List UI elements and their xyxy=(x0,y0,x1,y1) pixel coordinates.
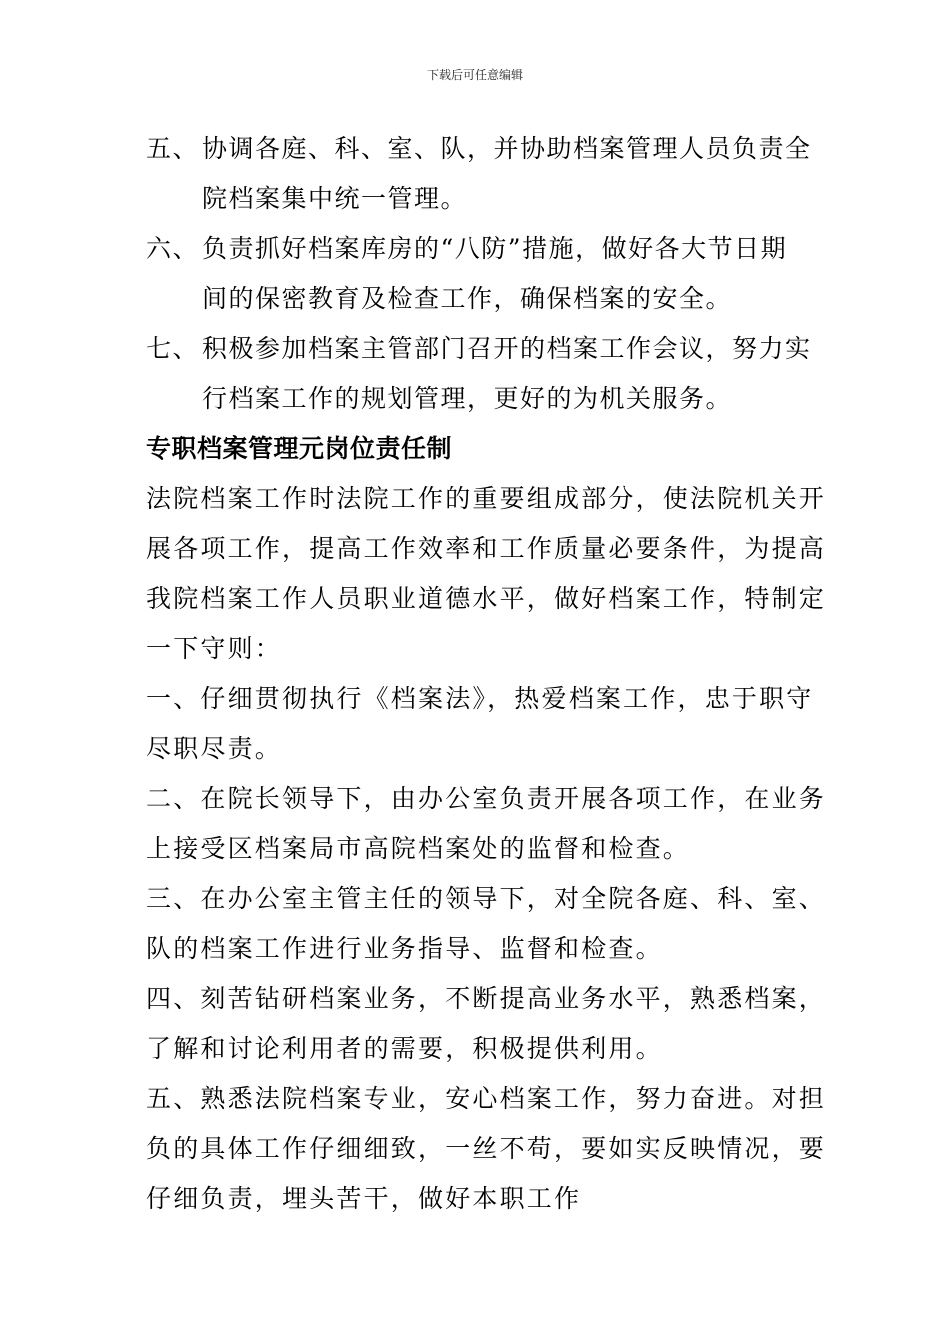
item-text-line: 院档案集中统一管理。 xyxy=(202,184,468,213)
item-number: 六、 xyxy=(146,234,200,263)
item-number: 五、 xyxy=(146,134,200,163)
body-line: 我院档案工作人员职业道德水平，做好档案工作，特制定 xyxy=(146,584,827,613)
body-line: 三、在办公室主管主任的领导下，对全院各庭、科、室、 xyxy=(146,884,827,913)
body-line: 队的档案工作进行业务指导、监督和检查。 xyxy=(146,934,663,963)
item-number: 七、 xyxy=(146,334,200,363)
section-title: 专职档案管理元岗位责任制 xyxy=(146,434,453,463)
body-line: 一、仔细贯彻执行《档案法》，热爱档案工作，忠于职守 xyxy=(146,684,814,713)
body-line: 二、在院长领导下，由办公室负责开展各项工作，在业务 xyxy=(146,784,827,813)
body-line: 仔细负责，埋头苦干，做好本职工作 xyxy=(146,1184,582,1213)
item-text-line: 行档案工作的规划管理，更好的为机关服务。 xyxy=(202,384,733,413)
body-line: 了解和讨论利用者的需要，积极提供利用。 xyxy=(146,1034,663,1063)
body-line: 四、刻苦钻研档案业务，不断提高业务水平，熟悉档案， xyxy=(146,984,827,1013)
body-line: 尽职尽责。 xyxy=(146,734,283,763)
item-text-line: 协调各庭、科、室、队，并协助档案管理人员负责全 xyxy=(202,134,812,163)
body-line: 法院档案工作时法院工作的重要组成部分，使法院机关开 xyxy=(146,484,827,513)
body-line: 负的具体工作仔细细致，一丝不苟，要如实反映情况，要 xyxy=(146,1134,827,1163)
upper-item-7 xyxy=(146,324,812,424)
document-body xyxy=(146,124,827,1224)
item-text-line: 负责抓好档案库房的“八防”措施，做好各大节日期 xyxy=(202,234,788,263)
item-text-line: 积极参加档案主管部门召开的档案工作会议，努力实 xyxy=(202,334,812,363)
body-line: 五、熟悉法院档案专业，安心档案工作，努力奋进。对担 xyxy=(146,1084,827,1113)
body-line: 展各项工作，提高工作效率和工作质量必要条件，为提高 xyxy=(146,534,827,563)
item-text-line: 间的保密教育及检查工作，确保档案的安全。 xyxy=(202,284,733,313)
page-header: 下载后可任意编辑 xyxy=(426,68,523,82)
upper-item-6 xyxy=(146,224,808,324)
upper-item-5 xyxy=(146,124,812,224)
body-line: 一下守则： xyxy=(146,634,283,663)
body-line: 上接受区档案局市高院档案处的监督和检查。 xyxy=(146,834,691,863)
